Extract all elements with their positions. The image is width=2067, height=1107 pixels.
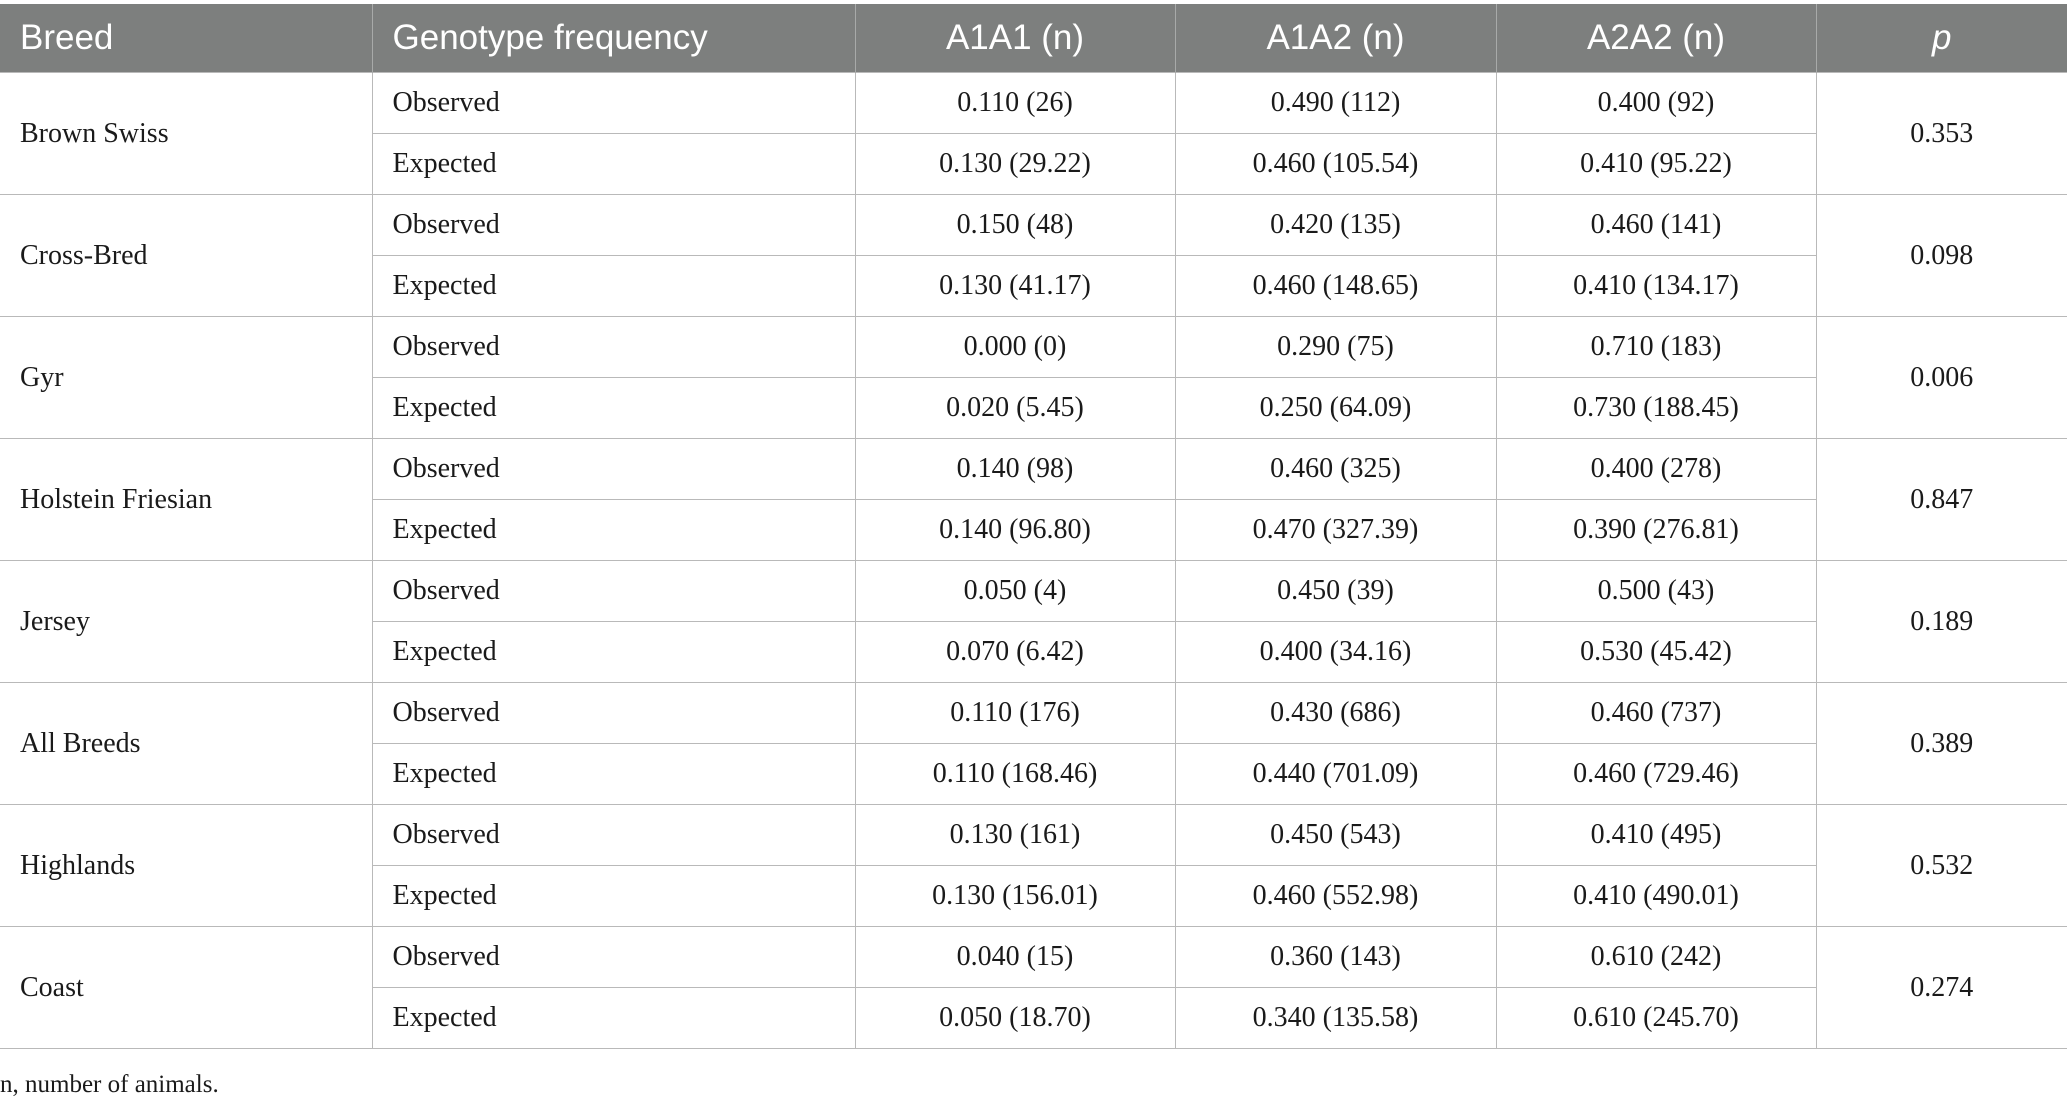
a2a2-cell: 0.610 (245.70) [1496,988,1816,1049]
a1a1-cell: 0.070 (6.42) [855,622,1175,683]
a2a2-cell: 0.410 (134.17) [1496,256,1816,317]
header-a1a1: A1A1 (n) [855,4,1175,73]
a1a1-cell: 0.110 (168.46) [855,744,1175,805]
a2a2-cell: 0.530 (45.42) [1496,622,1816,683]
p-value-cell: 0.847 [1816,439,2067,561]
table-row [0,73,2067,134]
a1a1-cell: 0.140 (96.80) [855,500,1175,561]
frequency-type-cell: Expected [372,134,855,195]
frequency-type-cell: Observed [372,195,855,256]
breed-cell: Jersey [0,561,372,683]
table-row [0,927,2067,988]
a2a2-cell: 0.460 (729.46) [1496,744,1816,805]
table-row [0,683,2067,744]
p-value-cell: 0.006 [1816,317,2067,439]
a1a2-cell: 0.250 (64.09) [1175,378,1496,439]
a2a2-cell: 0.410 (495) [1496,805,1816,866]
frequency-type-cell: Expected [372,866,855,927]
breed-cell: Brown Swiss [0,73,372,195]
a1a2-cell: 0.420 (135) [1175,195,1496,256]
a1a1-cell: 0.110 (26) [855,73,1175,134]
table-header [0,4,2067,73]
p-value-cell: 0.532 [1816,805,2067,927]
a1a1-cell: 0.140 (98) [855,439,1175,500]
a1a1-cell: 0.110 (176) [855,683,1175,744]
frequency-type-cell: Observed [372,317,855,378]
a1a1-cell: 0.000 (0) [855,317,1175,378]
a1a1-cell: 0.050 (4) [855,561,1175,622]
frequency-type-cell: Observed [372,927,855,988]
a1a2-cell: 0.460 (325) [1175,439,1496,500]
a1a2-cell: 0.440 (701.09) [1175,744,1496,805]
frequency-type-cell: Expected [372,378,855,439]
frequency-type-cell: Expected [372,744,855,805]
header-row [0,4,2067,73]
a1a2-cell: 0.460 (148.65) [1175,256,1496,317]
a1a2-cell: 0.360 (143) [1175,927,1496,988]
a2a2-cell: 0.710 (183) [1496,317,1816,378]
breed-cell: Holstein Friesian [0,439,372,561]
breed-cell: Coast [0,927,372,1049]
a1a1-cell: 0.050 (18.70) [855,988,1175,1049]
table-row [0,805,2067,866]
a2a2-cell: 0.400 (278) [1496,439,1816,500]
table-row [0,317,2067,378]
a1a2-cell: 0.340 (135.58) [1175,988,1496,1049]
a1a2-cell: 0.290 (75) [1175,317,1496,378]
a1a2-cell: 0.450 (543) [1175,805,1496,866]
frequency-type-cell: Observed [372,439,855,500]
genotype-frequency-table [0,4,2067,1049]
a2a2-cell: 0.460 (141) [1496,195,1816,256]
breed-cell: All Breeds [0,683,372,805]
table-row [0,439,2067,500]
table-body [0,73,2067,1049]
breed-cell: Gyr [0,317,372,439]
a2a2-cell: 0.460 (737) [1496,683,1816,744]
breed-cell: Highlands [0,805,372,927]
frequency-type-cell: Expected [372,988,855,1049]
a1a1-cell: 0.130 (29.22) [855,134,1175,195]
p-value-cell: 0.274 [1816,927,2067,1049]
frequency-type-cell: Observed [372,561,855,622]
a2a2-cell: 0.410 (95.22) [1496,134,1816,195]
a1a2-cell: 0.430 (686) [1175,683,1496,744]
a2a2-cell: 0.390 (276.81) [1496,500,1816,561]
p-value-cell: 0.353 [1816,73,2067,195]
a1a1-cell: 0.130 (161) [855,805,1175,866]
header-p-value: p [1816,4,2067,73]
a2a2-cell: 0.400 (92) [1496,73,1816,134]
a2a2-cell: 0.730 (188.45) [1496,378,1816,439]
a1a2-cell: 0.460 (552.98) [1175,866,1496,927]
frequency-type-cell: Expected [372,500,855,561]
header-a1a2: A1A2 (n) [1175,4,1496,73]
frequency-type-cell: Expected [372,622,855,683]
a1a1-cell: 0.150 (48) [855,195,1175,256]
p-value-cell: 0.098 [1816,195,2067,317]
a2a2-cell: 0.500 (43) [1496,561,1816,622]
breed-cell: Cross-Bred [0,195,372,317]
p-value-cell: 0.189 [1816,561,2067,683]
a1a2-cell: 0.490 (112) [1175,73,1496,134]
p-value-cell: 0.389 [1816,683,2067,805]
a1a1-cell: 0.020 (5.45) [855,378,1175,439]
header-genotype-frequency: Genotype frequency [372,4,855,73]
header-a2a2: A2A2 (n) [1496,4,1816,73]
frequency-type-cell: Expected [372,256,855,317]
a1a2-cell: 0.450 (39) [1175,561,1496,622]
frequency-type-cell: Observed [372,805,855,866]
frequency-type-cell: Observed [372,683,855,744]
frequency-type-cell: Observed [372,73,855,134]
a1a2-cell: 0.470 (327.39) [1175,500,1496,561]
header-breed: Breed [0,4,372,73]
a1a2-cell: 0.460 (105.54) [1175,134,1496,195]
table-footnote: n, number of animals. [0,1071,219,1098]
a1a1-cell: 0.130 (41.17) [855,256,1175,317]
table-row [0,561,2067,622]
a1a2-cell: 0.400 (34.16) [1175,622,1496,683]
a2a2-cell: 0.410 (490.01) [1496,866,1816,927]
a1a1-cell: 0.130 (156.01) [855,866,1175,927]
a2a2-cell: 0.610 (242) [1496,927,1816,988]
table-row [0,195,2067,256]
a1a1-cell: 0.040 (15) [855,927,1175,988]
